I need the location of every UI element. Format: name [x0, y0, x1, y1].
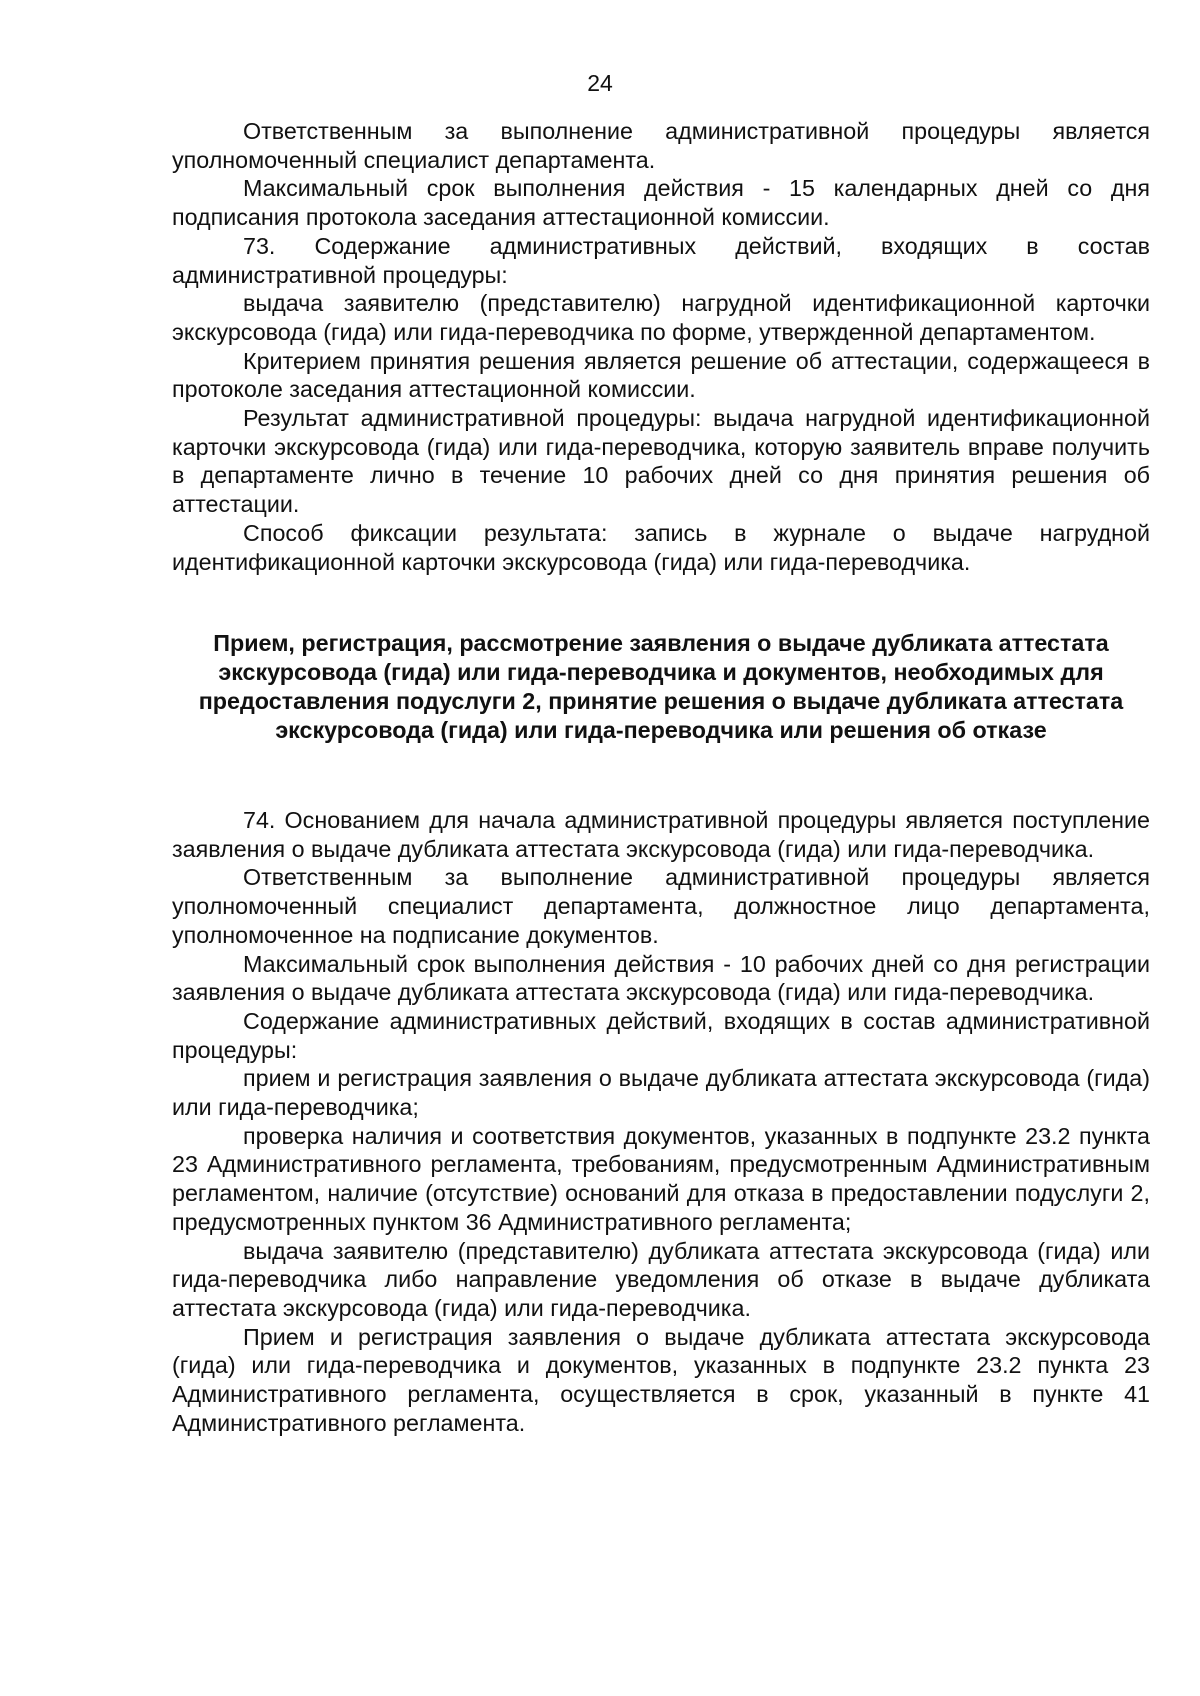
- paragraph: Максимальный срок выполнения действия - 15 календарных дней со дня подписания протокола заседания аттестационной комиссии.: [172, 175, 1150, 231]
- paragraph: Ответственным за выполнение административной процедуры является уполномоченный специалист департамента, должностное лицо департамента, уполномоченное на подписание документов.: [172, 864, 1150, 948]
- section-2-text: [172, 806, 1150, 1437]
- paragraph: Способ фиксации результата: запись в журнале о выдаче нагрудной идентификационной карточки экскурсовода (гида) или гида-переводчика.: [172, 519, 1150, 575]
- paragraph: 74. Основанием для начала административной процедуры является поступление заявления о выдаче дубликата аттестата экскурсовода (гида) или гида-переводчика.: [172, 807, 1150, 862]
- paragraph: Ответственным за выполнение административной процедуры является уполномоченный специалист департамента.: [172, 118, 1150, 173]
- paragraph: проверка наличия и соответствия документов, указанных в подпункте 23.2 пункта 23 Административного регламента, требованиям, предусмотренным Административным регламентом, наличие (отсутствие) оснований для отказа в предоставлении подуслуги 2, предусмотренных пунктом 36 Административного регламента;: [172, 1122, 1150, 1235]
- paragraph: выдача заявителю (представителю) нагрудной идентификационной карточки экскурсовода (гида) или гида-переводчика по форме, утвержденной департаментом.: [172, 290, 1150, 345]
- paragraph: 73. Содержание административных действий, входящих в состав административной процедуры:: [172, 232, 1150, 288]
- section-heading: Прием, регистрация, рассмотрение заявления о выдаче дубликата аттестата экскурсовода (гида) или гида-переводчика и документов, необходимых для предоставления подуслуги 2, принятие решения о выдаче дубликата аттестата экскурсовода (гида) или гида-переводчика или решения об отказе: [198, 630, 1124, 743]
- paragraph: выдача заявителю (представителю) дубликата аттестата экскурсовода (гида) или гида-переводчика либо направление уведомления об отказе в выдаче дубликата аттестата экскурсовода (гида) или гида-переводчика.: [172, 1237, 1150, 1321]
- paragraph: прием и регистрация заявления о выдаче дубликата аттестата экскурсовода (гида) или гида-переводчика;: [172, 1065, 1150, 1121]
- section-1-text: [172, 117, 1150, 576]
- paragraph: Прием и регистрация заявления о выдаче дубликата аттестата экскурсовода (гида) или гида-переводчика и документов, указанных в подпункте 23.2 пункта 23 Административного регламента, осуществляется в срок, указанный в пункте 41 Административного регламента.: [172, 1323, 1150, 1436]
- paragraph: Максимальный срок выполнения действия - 10 рабочих дней со дня регистрации заявления о выдаче дубликата аттестата экскурсовода (гида) или гида-переводчика.: [172, 950, 1150, 1006]
- page-number: 24: [587, 70, 613, 96]
- paragraph: Содержание административных действий, входящих в состав административной процедуры:: [172, 1007, 1150, 1063]
- paragraph: Результат административной процедуры: выдача нагрудной идентификационной карточки экскурсовода (гида) или гида-переводчика, которую заявитель вправе получить в департаменте лично в течение 10 рабочих дней со дня принятия решения об аттестации.: [172, 405, 1150, 518]
- paragraph: Критерием принятия решения является решение об аттестации, содержащееся в протоколе заседания аттестационной комиссии.: [172, 347, 1150, 403]
